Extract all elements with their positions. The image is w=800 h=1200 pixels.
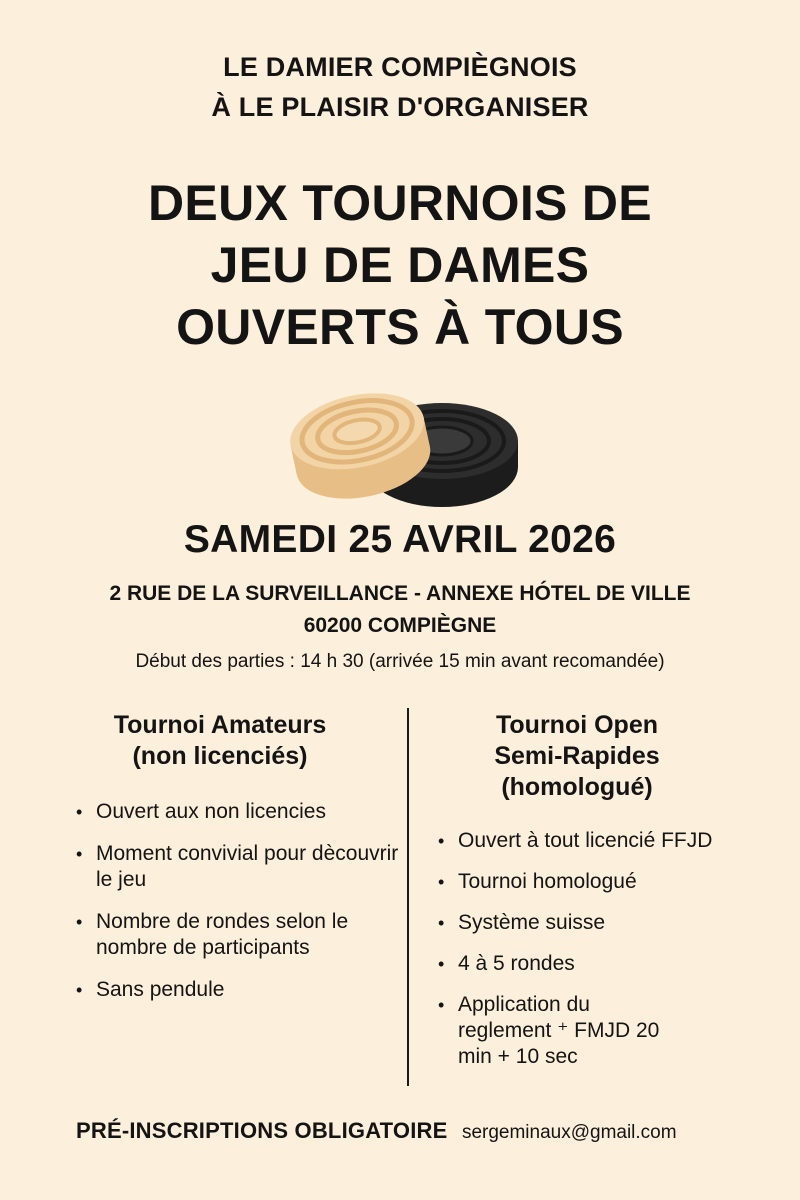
tournament-open <box>432 710 792 1085</box>
contact-email-link[interactable]: sergeminaux@gmail.com <box>461 1122 677 1143</box>
tournament-title <box>70 710 370 772</box>
organizer-line-2: À LE PLAISIR D'ORGANISER <box>211 92 589 122</box>
tournament-title-line: Tournoi Open <box>495 711 658 739</box>
start-time: Début des parties : 14 h 30 (arrivée 15 min avant recomandée) <box>135 651 665 672</box>
organizer-heading <box>0 47 800 127</box>
tournament-title-line: Semi-Rapides <box>494 742 660 770</box>
tournament-features <box>70 799 400 1003</box>
list-item: • Application du reglement ⁺ FMJD 20 min + 10 sec <box>432 992 688 1070</box>
event-address <box>0 578 800 642</box>
poster-title <box>0 172 800 358</box>
registration-footer <box>76 1118 796 1144</box>
list-item: • Tournoi homologué <box>432 869 792 895</box>
list-item: • 4 à 5 rondes <box>432 951 792 977</box>
address-line-1: 2 RUE DE LA SURVEILLANCE - ANNEXE HÓTEL DE VILLE <box>109 582 691 605</box>
list-item: • Ouvert aux non licencies <box>70 799 400 825</box>
tournament-title-line: (non licenciés) <box>132 742 308 770</box>
title-line-1: DEUX TOURNOIS DE <box>148 175 652 231</box>
title-line-2: JEU DE DAMES <box>210 237 590 293</box>
tournament-title <box>432 710 722 803</box>
registration-required: PRÉ-INSCRIPTIONS OBLIGATOIRE <box>76 1118 448 1143</box>
event-date: SAMEDI 25 AVRIL 2026 <box>183 518 617 561</box>
tournament-amateurs <box>70 710 400 1019</box>
checkers-pieces-icon <box>285 385 525 510</box>
tournament-features <box>432 828 792 1070</box>
tournament-title-line: (homologué) <box>501 773 653 801</box>
list-item: • Moment convivial pour dècouvrir le jeu <box>70 841 400 893</box>
list-item: • Sans pendule <box>70 977 400 1003</box>
column-divider <box>407 708 409 1086</box>
list-item: • Système suisse <box>432 910 792 936</box>
address-line-2: 60200 COMPIÈGNE <box>303 614 497 637</box>
organizer-line-1: LE DAMIER COMPIÈGNOIS <box>223 52 577 82</box>
list-item: • Ouvert à tout licencié FFJD <box>432 828 792 854</box>
tournament-title-line: Tournoi Amateurs <box>113 711 327 739</box>
title-line-3: OUVERTS À TOUS <box>176 299 624 355</box>
list-item: • Nombre de rondes selon le nombre de participants <box>70 909 400 961</box>
